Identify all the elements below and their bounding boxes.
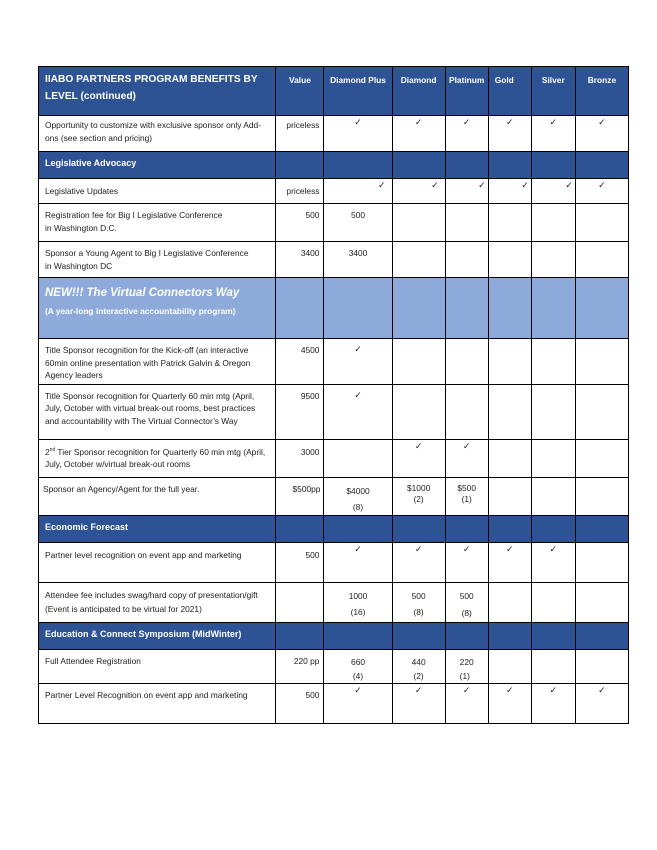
table-row bbox=[39, 582, 629, 622]
row-value: 500 bbox=[305, 549, 320, 560]
table-row bbox=[39, 204, 629, 242]
section-title-economic: Economic Forecast bbox=[45, 521, 129, 532]
diamond-plus-value: 1000 (16) bbox=[348, 590, 368, 617]
check-mark: ✓ bbox=[354, 684, 362, 695]
check-mark: ✓ bbox=[549, 117, 558, 127]
check-mark: ✓ bbox=[462, 543, 471, 554]
section-row bbox=[39, 152, 629, 179]
section-title-virtual: NEW!!! The Virtual Connectors Way bbox=[45, 287, 240, 299]
row-label: Title Sponsor recognition for the Kick-off (an interactive 60min online presentation with Patrick Galvin & Oregon Agency leaders bbox=[45, 345, 251, 380]
diamond-value: 440 (2) bbox=[411, 656, 426, 681]
check-mark: ✓ bbox=[505, 117, 514, 127]
diamond-plus-value: 500 bbox=[351, 210, 366, 220]
table-row bbox=[39, 683, 629, 723]
diamond-plus-value: 3400 bbox=[348, 248, 368, 258]
row-value: 4500 bbox=[300, 345, 320, 355]
row-label: Full Attendee Registration bbox=[45, 655, 141, 666]
row-value: 3000 bbox=[300, 446, 320, 457]
row-label: Title Sponsor recognition for Quarterly 60 min mtg (April, July, October with virtual break-out rooms, best practices and accountability with The Virtual Connector’s Way bbox=[45, 390, 256, 426]
platinum-value: $500 (1) bbox=[457, 482, 476, 504]
table-row bbox=[39, 242, 629, 278]
table-row bbox=[39, 384, 629, 439]
check-mark: ✓ bbox=[462, 117, 471, 127]
row-value: priceless bbox=[286, 120, 320, 130]
diamond-value: 500 (8) bbox=[411, 590, 426, 617]
check-mark: ✓ bbox=[598, 684, 606, 695]
platinum-value: 220 (1) bbox=[459, 656, 474, 681]
table-row bbox=[39, 649, 629, 683]
col-header-gold: Gold bbox=[494, 75, 514, 85]
check-mark: ✓ bbox=[505, 684, 514, 695]
check-mark: ✓ bbox=[598, 117, 606, 127]
platinum-value: 500 (8) bbox=[459, 590, 474, 618]
row-label: Partner Level Recognition on event app and marketing bbox=[45, 689, 248, 700]
benefits-table bbox=[38, 66, 629, 724]
col-header-platinum: Platinum bbox=[449, 75, 485, 85]
check-mark: ✓ bbox=[431, 180, 439, 190]
check-mark: ✓ bbox=[462, 440, 471, 451]
check-mark: ✓ bbox=[414, 117, 423, 127]
col-header-silver: Silver bbox=[541, 75, 565, 85]
row-value: 500 bbox=[305, 689, 320, 700]
table-row bbox=[39, 542, 629, 582]
check-mark: ✓ bbox=[549, 684, 558, 695]
col-header-diamond-plus: Diamond Plus bbox=[330, 75, 386, 85]
diamond-plus-value: 660 (4) bbox=[351, 656, 366, 681]
table-row bbox=[39, 439, 629, 477]
section-row bbox=[39, 515, 629, 542]
row-value: 500 bbox=[305, 210, 320, 220]
check-mark: ✓ bbox=[565, 180, 573, 190]
check-mark: ✓ bbox=[598, 180, 606, 190]
check-mark: ✓ bbox=[354, 389, 362, 400]
section-title-education: Education & Connect Symposium (MidWinter) bbox=[45, 628, 242, 639]
check-mark: ✓ bbox=[378, 180, 386, 190]
row-label: Sponsor an Agency/Agent for the full year. bbox=[43, 483, 200, 494]
section-subtitle-virtual: (A year-long interactive accountability program) bbox=[45, 306, 236, 316]
table-row bbox=[39, 116, 629, 152]
row-value: 9500 bbox=[300, 390, 320, 401]
check-mark: ✓ bbox=[414, 684, 423, 695]
table-title: IIABO PARTNERS PROGRAM BENEFITS BY LEVEL (continued) bbox=[45, 74, 258, 102]
diamond-plus-value: $4000 (8) bbox=[346, 485, 370, 512]
row-label: Partner level recognition on event app and marketing bbox=[45, 549, 242, 560]
row-label: Opportunity to customize with exclusive sponsor only Add-ons (see section and pricing) bbox=[45, 120, 261, 143]
section-row bbox=[39, 622, 629, 649]
row-value: 3400 bbox=[300, 248, 320, 258]
col-header-bronze: Bronze bbox=[587, 75, 617, 85]
check-mark: ✓ bbox=[354, 543, 362, 554]
check-mark: ✓ bbox=[478, 180, 486, 190]
check-mark: ✓ bbox=[414, 440, 423, 451]
check-mark: ✓ bbox=[414, 543, 423, 554]
check-mark: ✓ bbox=[462, 684, 471, 695]
row-label: Legislative Updates bbox=[45, 186, 119, 196]
row-value: $500pp bbox=[292, 483, 321, 494]
col-header-value: Value bbox=[288, 75, 311, 85]
table-row bbox=[39, 179, 629, 204]
row-label: Attendee fee includes swag/hard copy of presentation/gift (Event is anticipated to be virtual for 2021) bbox=[45, 589, 258, 614]
section-row bbox=[39, 278, 629, 339]
check-mark: ✓ bbox=[549, 543, 558, 554]
table-header-row bbox=[39, 67, 629, 116]
check-mark: ✓ bbox=[505, 543, 514, 554]
diamond-value: $1000 (2) bbox=[406, 482, 431, 504]
check-mark: ✓ bbox=[521, 180, 529, 190]
row-value: 220 pp bbox=[293, 655, 320, 666]
table-row bbox=[39, 477, 629, 515]
row-label: 2nd Tier Sponsor recognition for Quarterly 60 min mtg (April, July, October w/virtual break-out rooms bbox=[45, 446, 266, 469]
check-mark: ✓ bbox=[354, 117, 362, 127]
row-label: Registration fee for Big I Legislative Conference in Washington D.C. bbox=[45, 210, 223, 233]
table-row bbox=[39, 339, 629, 385]
row-label: Sponsor a Young Agent to Big I Legislative Conference in Washington DC bbox=[45, 248, 249, 271]
col-header-diamond: Diamond bbox=[400, 75, 437, 85]
row-value: priceless bbox=[286, 186, 320, 196]
section-title-legislative: Legislative Advocacy bbox=[45, 158, 137, 168]
check-mark: ✓ bbox=[354, 344, 362, 354]
